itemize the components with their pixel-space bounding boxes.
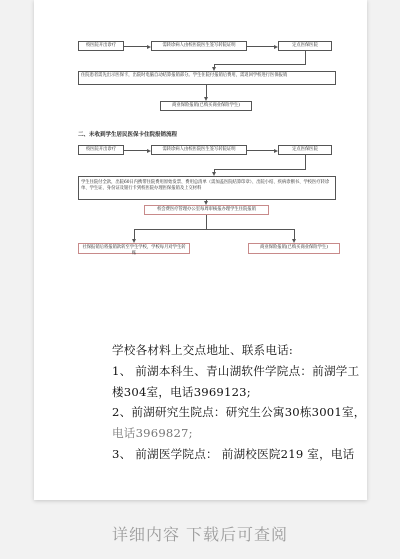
flow2-connector [206, 215, 207, 229]
flow2-connector [247, 150, 276, 151]
contact-title: 学校各材料上交点地址、联系电话: [112, 343, 294, 357]
flow2-clinic-box: 校医院开出诊疗 [78, 145, 124, 155]
flow1-referral-box: 需转诊病人由校医院医生签写转院证明 [151, 41, 247, 51]
flow2-connector [214, 169, 306, 170]
flow1-connector [124, 46, 149, 47]
flow1-hospital-box: 定点医保医院 [278, 41, 332, 51]
flow2-transfer-box: 社保报销后将报销款转至学生学校，学校每月对学生转账 [78, 243, 190, 254]
contact-line: 1、 前湖本科生、青山湖软件学院点：前湖学工 [112, 363, 360, 378]
contact-line: 3、 前湖医学院点： 前湖校医院219 室，电话 [112, 446, 355, 461]
contact-line: 2、前湖研究生院点：研究生公寓30栋3001室， [112, 405, 366, 420]
flow2-review-box: 校会费医疗管理办公室每周审核报办理学生住院报销 [144, 205, 269, 215]
flow1-connector [214, 64, 306, 65]
contact-section [112, 340, 366, 465]
flow2-connector [134, 229, 294, 230]
flow2-materials-box: 学生住院付全款，出院60日内携带住院费用原始发票、费用总清单（需加盖医院结算印章）、出院小结、疾病诊断书、学校医疗转诊单、学生证、身份证及银行卡到校医院办理医保报销及上交材料 [78, 176, 336, 200]
section-heading: 二、未收到学生居民医保卡住院报销流程 [78, 132, 178, 138]
flow1-commercial-box: 商业保险报销(已购买商业保险学生) [160, 101, 252, 111]
download-hint[interactable]: 详细内容 下载后可查阅 [111, 525, 289, 544]
flow1-connector [247, 46, 276, 47]
flow1-settlement-box: 住院患者需先出示医保卡，出院时电脑自动结算报销部分。学生住院付报销后费用，需返回学校进行医保报销 [78, 71, 336, 85]
flow2-connector [124, 150, 149, 151]
document-page [34, 0, 367, 500]
flow1-connector [305, 51, 306, 64]
flow2-connector [305, 155, 306, 169]
flow2-referral-box: 需转诊病人由校医院医生签写转院证明 [151, 145, 247, 155]
contact-line: 楼304室，电话3969123; [112, 384, 251, 399]
contact-line: 电话3969827; [112, 426, 193, 441]
flow2-hospital-box: 定点医保医院 [278, 145, 332, 155]
flow2-commercial-box: 商业保险报销(已购买商业保险学生) [248, 243, 340, 254]
flow1-clinic-box: 校医院开出诊疗 [78, 41, 124, 51]
